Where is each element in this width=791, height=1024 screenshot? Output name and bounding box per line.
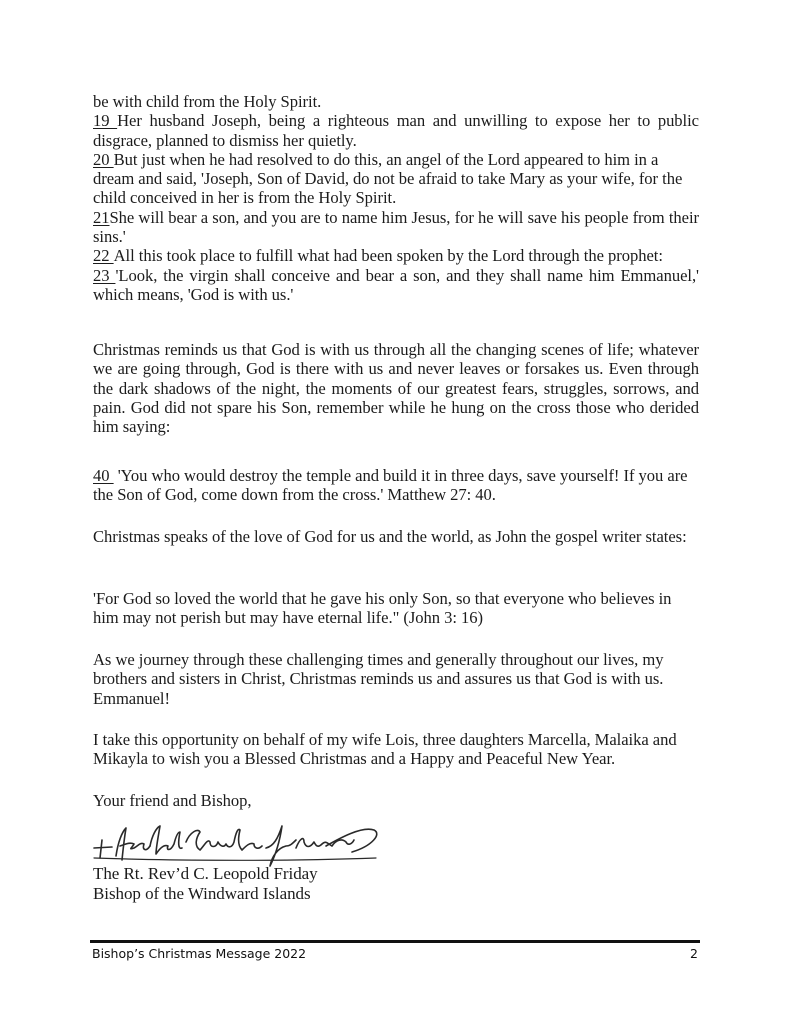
paragraph-opportunity: I take this opportunity on behalf of my wife Lois, three daughters Marcella, Malaika and Mikayla to wish you a Blessed Christmas and a Happy and Peaceful New Year.	[93, 730, 677, 769]
paragraph-matthew-quote	[93, 466, 699, 505]
verse-text: All this took place to fulfill what had been spoken by the Lord through the prophet:	[113, 246, 663, 266]
footer-divider	[90, 940, 700, 943]
verse-19	[93, 111, 699, 150]
verse-22	[93, 246, 699, 265]
signatory-title: Bishop of the Windward Islands	[93, 884, 311, 903]
signature-block	[93, 864, 699, 904]
verse-23	[93, 266, 699, 305]
page-number: 2	[690, 946, 698, 961]
signatory-name: The Rt. Rev’d C. Leopold Friday	[93, 864, 318, 883]
footer-title: Bishop’s Christmas Message 2022	[92, 946, 307, 961]
paragraph-journey: As we journey through these challenging times and generally throughout our lives, my brothers and sisters in Christ, Christmas reminds us and assures us that God is with us. Emmanuel!	[93, 650, 664, 708]
scripture-passage	[93, 92, 699, 304]
verse-number: 22	[93, 246, 110, 266]
verse-text: Her husband Joseph, being a righteous man and unwilling to expose her to public disgrace, planned to dismiss her quietly.	[93, 111, 699, 150]
verse-text: She will bear a son, and you are to name him Jesus, for he will save his people from their sins.'	[93, 207, 699, 247]
verse-line	[93, 92, 699, 111]
paragraph-christmas-reminds: Christmas reminds us that God is with us through all the changing scenes of life; whatever we are going through, God is there with us and never leaves or forsakes us. Even through the dark shadows of the night, the moments of our greatest fears, struggles, sorrows, and pain. God did not spare his Son, remember while he hung on the cross those who derided him saying:	[93, 340, 699, 437]
verse-number: 20	[93, 149, 110, 169]
verse-text: But just when he had resolved to do this, an angel of the Lord appeared to him in a dream and said, 'Joseph, Son of David, do not be afraid to take Mary as your wife, for the child conceived in her is from the Holy Spirit.	[93, 149, 683, 208]
page-footer	[92, 946, 698, 961]
verse-number: 23	[93, 265, 110, 285]
paragraph-john-quote: 'For God so loved the world that he gave his only Son, so that everyone who believes in him may not perish but may have eternal life." (John 3: 16)	[93, 589, 672, 628]
verse-text: be with child from the Holy Spirit.	[93, 92, 322, 111]
verse-20	[93, 150, 699, 208]
verse-number: 40	[93, 466, 110, 485]
verse-number: 21	[93, 207, 110, 227]
verse-21	[93, 208, 699, 247]
quote-text: 'You who would destroy the temple and build it in three days, save yourself! If you are the Son of God, come down from the cross.' Matthew 27: 40.	[93, 466, 688, 505]
verse-text: 'Look, the virgin shall conceive and bear a son, and they shall name him Emmanuel,' which means, 'God is with us.'	[93, 265, 699, 304]
closing-line: Your friend and Bishop,	[93, 791, 252, 810]
paragraph-christmas-speaks: Christmas speaks of the love of God for us and the world, as John the gospel writer states:	[93, 527, 687, 546]
verse-number: 19	[93, 111, 110, 131]
